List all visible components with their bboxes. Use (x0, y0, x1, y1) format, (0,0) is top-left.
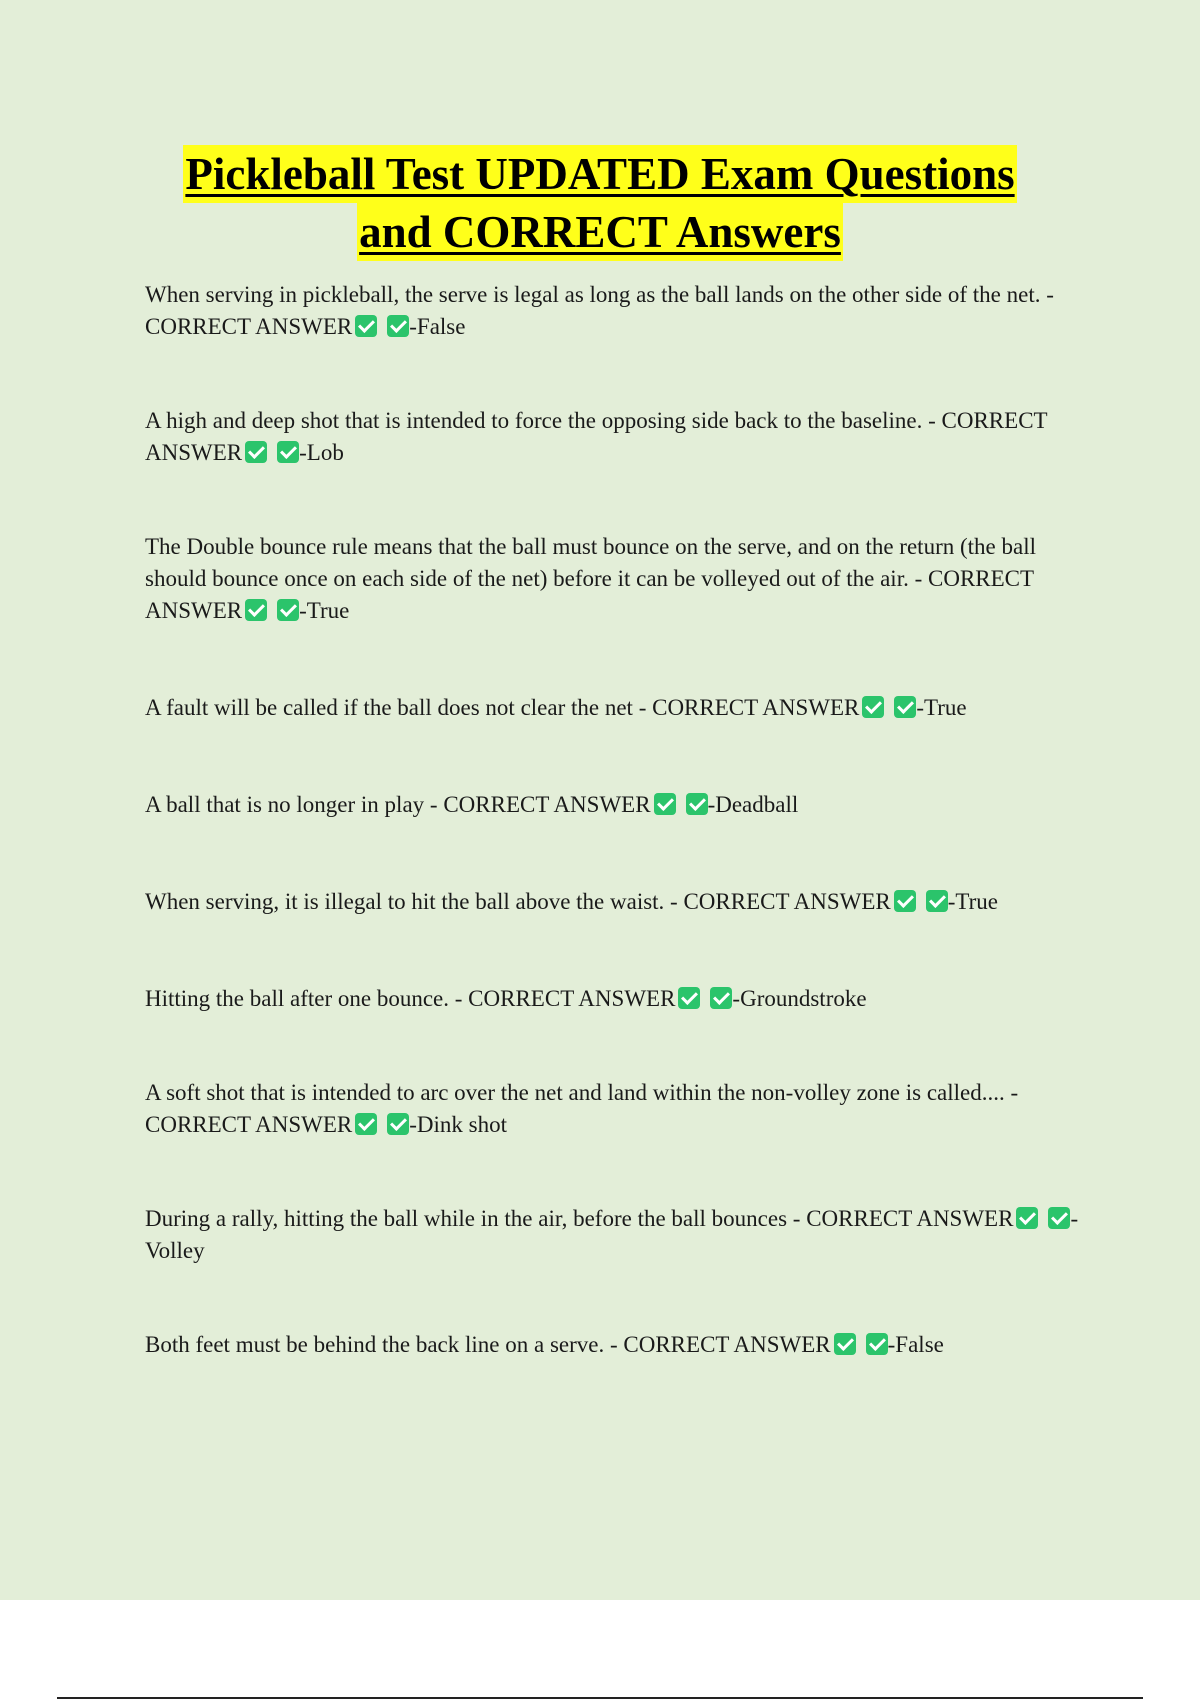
answer-text: -Volley (145, 1206, 1079, 1263)
question-text: During a rally, hitting the ball while in the air, before the ball bounces - CORRECT ANSWER (145, 1206, 1014, 1231)
qa-item-3 (145, 531, 1090, 627)
question-text: A fault will be called if the ball does not clear the net - CORRECT ANSWER (145, 695, 860, 720)
qa-list (145, 279, 1090, 1361)
check-mark-icon (277, 599, 299, 621)
answer-text: -Groundstroke (732, 986, 867, 1011)
answer-text: -Dink shot (409, 1112, 507, 1137)
qa-item-5 (145, 789, 1090, 821)
qa-item-4 (145, 692, 1090, 724)
check-mark-icon (355, 1113, 377, 1135)
check-mark-icon (355, 315, 377, 337)
question-text: A ball that is no longer in play - CORRECT ANSWER (145, 792, 651, 817)
question-text: Both feet must be behind the back line on a serve. - CORRECT ANSWER (145, 1332, 831, 1357)
question-text: Hitting the ball after one bounce. - CORRECT ANSWER (145, 986, 676, 1011)
answer-text: -True (916, 695, 967, 720)
check-mark-icon (277, 441, 299, 463)
check-mark-icon (387, 315, 409, 337)
question-text: A high and deep shot that is intended to force the opposing side back to the baseline. - CORRECT ANSWER (145, 408, 1048, 465)
answer-text: -Lob (299, 440, 344, 465)
page-title (0, 145, 1200, 261)
title-line-2: and CORRECT Answers (357, 203, 843, 261)
qa-item-7 (145, 983, 1090, 1015)
qa-item-9 (145, 1203, 1090, 1267)
check-mark-icon (862, 696, 884, 718)
check-mark-icon (245, 599, 267, 621)
check-mark-icon (686, 793, 708, 815)
qa-item-8 (145, 1077, 1090, 1141)
qa-item-1 (145, 279, 1090, 343)
answer-text: -True (947, 889, 998, 914)
check-mark-icon (866, 1333, 888, 1355)
answer-text: -Deadball (707, 792, 799, 817)
answer-text: -True (299, 598, 350, 623)
check-mark-icon (678, 987, 700, 1009)
check-mark-icon (1048, 1207, 1070, 1229)
check-mark-icon (387, 1113, 409, 1135)
check-mark-icon (834, 1333, 856, 1355)
check-mark-icon (654, 793, 676, 815)
check-mark-icon (926, 890, 948, 912)
qa-item-2 (145, 405, 1090, 469)
footer-divider (57, 1697, 1143, 1699)
question-text: When serving in pickleball, the serve is legal as long as the ball lands on the other side of the net. - CORRECT ANSWER (145, 282, 1054, 339)
check-mark-icon (245, 441, 267, 463)
title-line-1: Pickleball Test UPDATED Exam Questions (183, 145, 1016, 203)
check-mark-icon (894, 696, 916, 718)
qa-item-6 (145, 886, 1090, 918)
check-mark-icon (894, 890, 916, 912)
check-mark-icon (1016, 1207, 1038, 1229)
question-text: When serving, it is illegal to hit the ball above the waist. - CORRECT ANSWER (145, 889, 891, 914)
question-text: A soft shot that is intended to arc over the net and land within the non-volley zone is called.... - CORRECT ANSWER (145, 1080, 1019, 1137)
qa-item-10 (145, 1329, 1090, 1361)
check-mark-icon (710, 987, 732, 1009)
question-text: The Double bounce rule means that the ball must bounce on the serve, and on the return (the ball should bounce once on each side of the net) before it can be volleyed out of the air. - CORRECT ANSWER (145, 534, 1036, 623)
answer-text: -False (409, 314, 466, 339)
answer-text: -False (887, 1332, 944, 1357)
